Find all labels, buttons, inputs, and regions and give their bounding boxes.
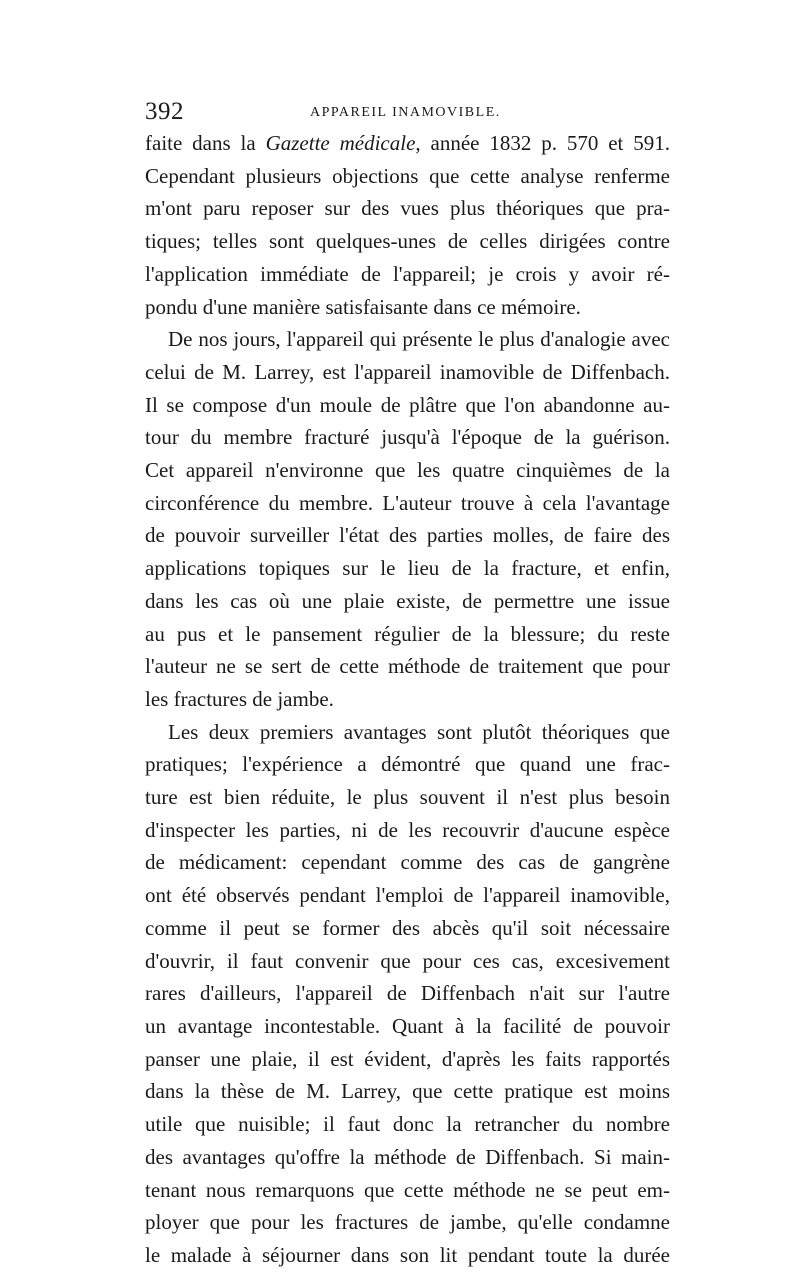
text-line: De nos jours, l'appareil qui présente le plus d'analogie avec [168,327,670,352]
text-line: d'ouvrir, il faut convenir que pour ces cas, excesivement [145,948,670,973]
text-line: tiques; telles sont quelques-unes de celles dirigées contre [145,229,670,254]
journal-title: Gazette médicale [265,131,416,155]
text-line [145,127,670,160]
text-line: comme il peut se former des abcès qu'il soit nécessaire [145,915,670,940]
text-line: tour du membre fracturé jusqu'à l'époque de la guérison. [145,425,670,450]
paragraph [145,127,670,323]
paragraph [145,323,670,715]
line-segment: faite dans la [145,131,266,155]
text-line: rares d'ailleurs, l'appareil de Diffenbach n'ait sur l'autre [145,981,670,1006]
text-line: celui de M. Larrey, est l'appareil inamovible de Diffenbach. [145,359,670,384]
text-line: panser une plaie, il est évident, d'après les faits rapportés [145,1046,670,1071]
text-line: ployer que pour les fractures de jambe, qu'elle condamne [145,1210,670,1235]
text-line: ture est bien réduite, le plus souvent il n'est plus besoin [145,785,670,810]
text-line: de pouvoir surveiller l'état des parties molles, de faire des [145,523,670,548]
text-line: tenant nous remarquons que cette méthode ne se peut em- [145,1177,670,1202]
running-title: APPAREIL INAMOVIBLE. [310,105,501,120]
text-line: des avantages qu'offre la méthode de Diffenbach. Si main- [145,1144,670,1169]
text-line: utile que nuisible; il faut donc la retrancher du nombre [145,1112,670,1137]
text-line: circonférence du membre. L'auteur trouve à cela l'avantage [145,490,670,515]
line-segment: , année 1832 p. 570 et 591. [415,131,671,155]
text-line: applications topiques sur le lieu de la fracture, et enfin, [145,556,670,581]
text-line: le malade à séjourner dans son lit pendant toute la durée [145,1242,670,1267]
text-line: pondu d'une manière satisfaisante dans ce mémoire. [145,294,581,319]
text-line: ont été observés pendant l'emploi de l'appareil inamovible, [145,883,670,908]
text-line: de médicament: cependant comme des cas de gangrène [145,850,670,875]
text-line: dans les cas où une plaie existe, de permettre une issue [145,588,670,613]
text-line: m'ont paru reposer sur des vues plus théoriques que pra- [145,196,670,221]
text-line: l'auteur ne se sert de cette méthode de traitement que pour [145,654,670,679]
page-number: 392 [145,98,184,125]
paragraph [145,716,670,1272]
text-line: Il se compose d'un moule de plâtre que l'on abandonne au- [145,392,670,417]
text-line: pratiques; l'expérience a démontré que quand une frac- [145,752,670,777]
text-line: au pus et le pansement régulier de la blessure; du reste [145,621,670,646]
text-line: l'application immédiate de l'appareil; je crois y avoir ré- [145,261,670,286]
text-line: Cet appareil n'environne que les quatre cinquièmes de la [145,458,670,483]
text-line: Les deux premiers avantages sont plutôt théoriques que [168,719,670,744]
page-header [145,98,670,128]
text-line: dans la thèse de M. Larrey, que cette pratique est moins [145,1079,670,1104]
text-line: d'inspecter les parties, ni de les recouvrir d'aucune espèce [145,817,670,842]
text-line: un avantage incontestable. Quant à la facilité de pouvoir [145,1013,670,1038]
text-line: les fractures de jambe. [145,686,334,711]
text-line: Cependant plusieurs objections que cette analyse renferme [145,163,670,188]
body-text [145,127,670,1272]
